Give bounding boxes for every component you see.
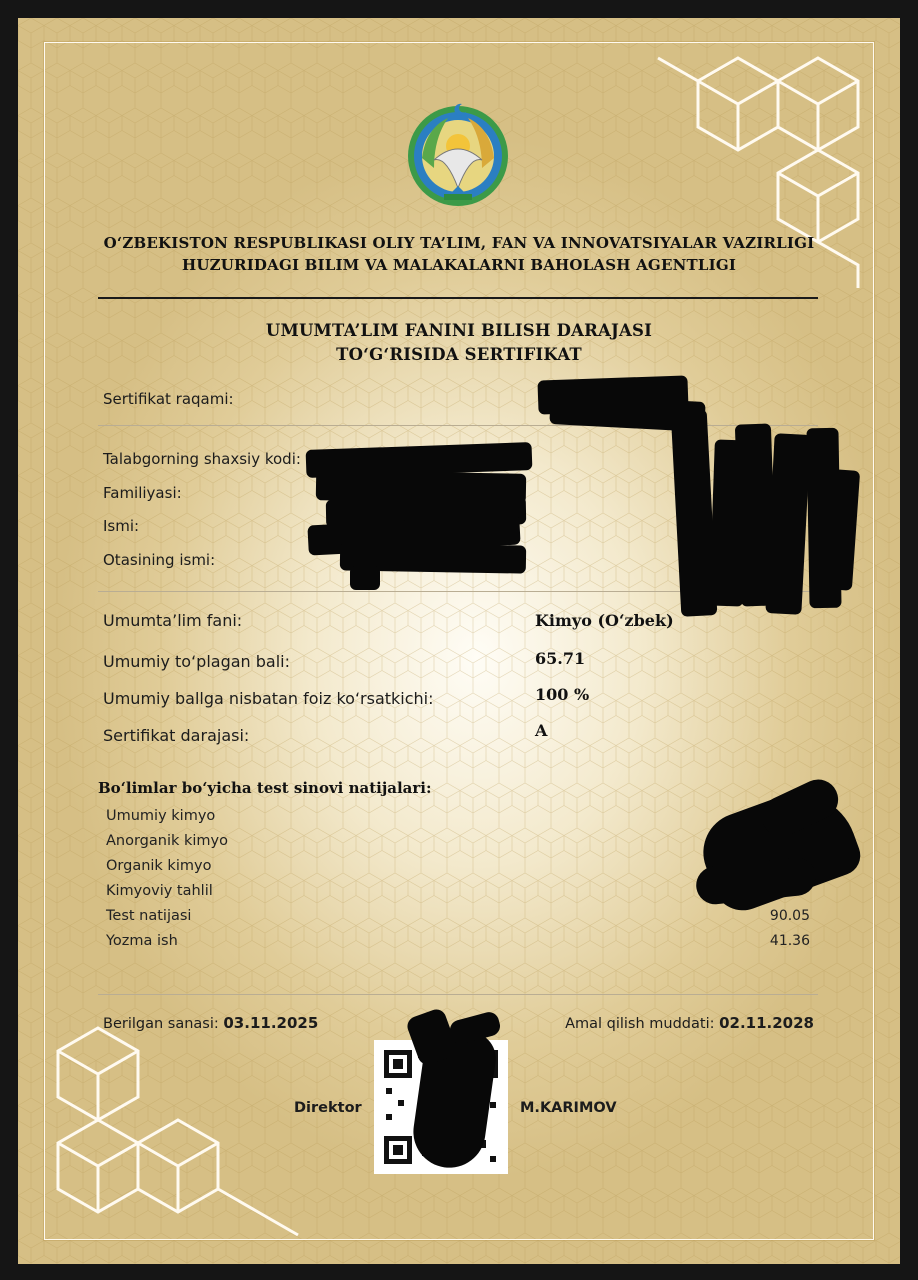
header-divider — [98, 297, 818, 299]
section-label: Organik kimyo — [106, 858, 212, 874]
section-label: Yozma ish — [106, 933, 178, 949]
subject-label: Umumta’lim fani: — [103, 611, 243, 630]
patronymic-label: Otasining ismi: — [103, 551, 216, 569]
certificate-title-line-1: UMUMTA’LIM FANINI BILISH DARAJASI — [265, 321, 653, 340]
score-label: Umumiy to‘plagan bali: — [103, 652, 291, 671]
director-label: Direktor — [294, 1100, 362, 1116]
issued-label: Berilgan sanasi: — [103, 1016, 219, 1032]
name-label: Ismi: — [103, 517, 140, 535]
divider-1 — [98, 425, 818, 426]
valid-date: 02.11.2028 — [719, 1014, 814, 1032]
divider-3 — [98, 994, 818, 995]
section-label: Anorganik kimyo — [106, 833, 229, 849]
percent-label: Umumiy ballga nisbatan foiz ko‘rsatkichi: — [103, 689, 434, 708]
section-value: 41.36 — [769, 933, 810, 949]
section-label: Kimyoviy tahlil — [106, 883, 213, 899]
valid-label: Amal qilish muddati: — [565, 1016, 715, 1032]
corner-ornament-bottom-left — [38, 1008, 318, 1248]
grade-value: A — [535, 721, 548, 740]
percent-value: 100 % — [535, 685, 590, 704]
sections-heading: Bo‘limlar bo‘yicha test sinovi natijalari: — [98, 779, 432, 797]
score-value: 65.71 — [535, 649, 586, 668]
valid-date-row — [565, 1014, 814, 1032]
issued-date-row — [103, 1014, 318, 1032]
state-emblem-icon — [404, 98, 512, 210]
issuer-line-2: HUZURIDAGI BILIM VA MALAKALARNI BAHOLASH AGENTLIGI — [181, 256, 737, 274]
section-value: 90.05 — [769, 908, 810, 924]
director-name: M.KARIMOV — [520, 1100, 617, 1116]
cert-number-label: Sertifikat raqami: — [103, 390, 234, 408]
personal-code-label: Talabgorning shaxsiy kodi: — [103, 450, 301, 468]
certificate-title-line-2: TO‘G‘RISIDA SERTIFIKAT — [336, 345, 582, 364]
section-label: Test natijasi — [106, 908, 192, 924]
issued-date: 03.11.2025 — [223, 1014, 319, 1032]
grade-label: Sertifikat darajasi: — [103, 726, 250, 745]
redaction-mark — [350, 566, 380, 590]
surname-label: Familiyasi: — [103, 484, 182, 502]
issuer-line-1: O‘ZBEKISTON RESPUBLIKASI OLIY TA’LIM, FAN VA INNOVATSIYALAR VAZIRLIGI — [103, 234, 815, 252]
section-label: Umumiy kimyo — [106, 808, 216, 824]
subject-value: Kimyo (O‘zbek) — [535, 611, 674, 630]
